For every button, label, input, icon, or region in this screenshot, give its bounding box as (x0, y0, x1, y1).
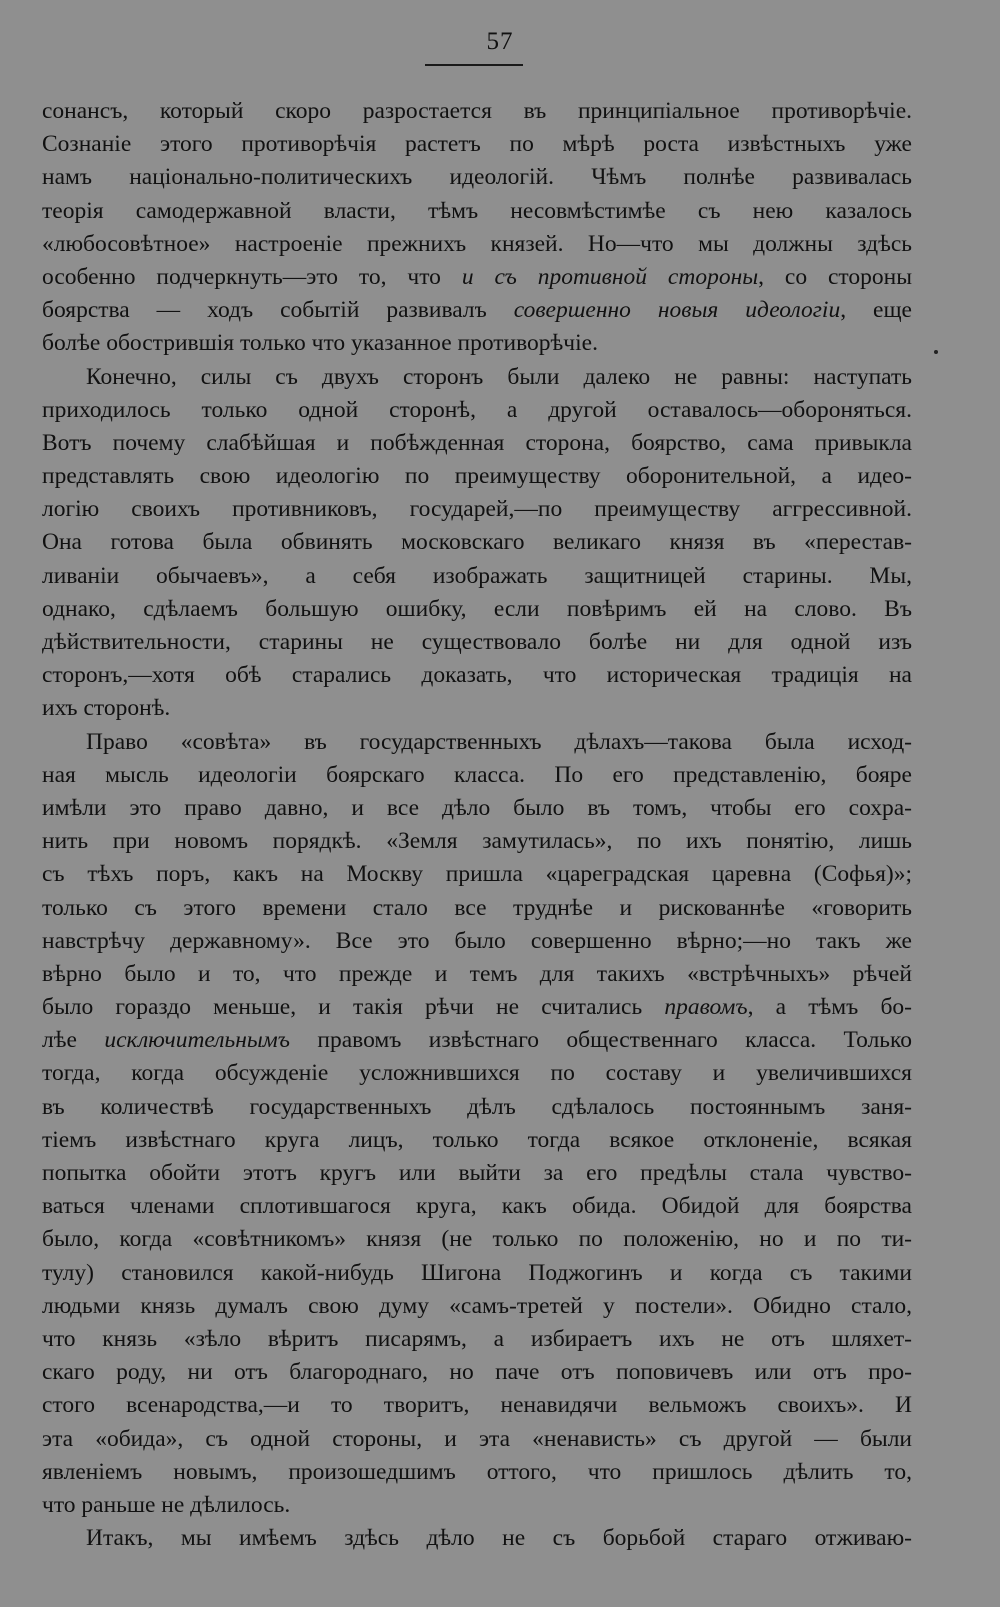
margin-speck (934, 350, 938, 354)
text-line: ихъ сторонѣ. (42, 695, 171, 722)
text-line: ная мысль идеологіи боярскаго класса. По его представленію, бояре (42, 761, 912, 788)
text-segment: особенно подчеркнуть—это то, что (42, 263, 462, 290)
text-line: явленіемъ новымъ, произошедшимъ оттого, что пришлось дѣлить то, (42, 1458, 912, 1485)
text-line: дѣйствительности, старины не существовало болѣе ни для одной изъ (42, 629, 912, 655)
text-line: ливаніи обычаевъ», а себя изображать защитницей старины. Мы, (42, 562, 912, 589)
text-line: «любосовѣтное» настроеніе прежнихъ князей. Но—что мы должны здѣсь (42, 230, 912, 257)
text-line: стого всенародства,—и то творитъ, ненавидячи вельможъ своихъ». И (42, 1392, 912, 1419)
text-segment: лѣе (42, 1027, 105, 1054)
text-line: было, когда «совѣтникомъ» князя (не только по положенію, но и по ти- (42, 1226, 912, 1253)
text-line: сонансъ, который скоро разростается въ принципіальное противорѣчіе. (42, 98, 912, 124)
text-line: ваться членами сплотившагося круга, какъ обида. Обидой для боярства (42, 1193, 912, 1220)
italic-phrase: и съ противной стороны (461, 263, 759, 290)
text-line (42, 261, 912, 294)
text-line: людьми князь думалъ свою думу «самъ-третей у постели». Обидно стало, (42, 1292, 912, 1319)
text-line: теорія самодержавной власти, тѣмъ несовмѣстимѣе съ нею казалось (42, 197, 912, 224)
text-line: Итакъ, мы имѣемъ здѣсь дѣло не съ борьбой стараго отживаю- (86, 1525, 912, 1552)
text-line: тогда, когда обсужденіе усложнившихся по составу и увеличившихся (42, 1060, 912, 1087)
text-line: представлять свою идеологію по преимуществу оборонительной, а идео- (42, 463, 912, 490)
text-segment: было гораздо меньше, и такія рѣчи не считались (42, 994, 665, 1021)
text-line: Вотъ почему слабѣйшая и побѣжденная сторона, боярство, сама привыкла (42, 429, 912, 456)
text-line: Она готова была обвинять московскаго великаго князя въ «перестав- (42, 529, 912, 556)
text-line: Сознаніе этого противорѣчія растетъ по мѣрѣ роста извѣстныхъ уже (42, 131, 912, 158)
text-line: имѣли это право давно, и все дѣло было въ томъ, чтобы его сохра- (42, 794, 912, 821)
italic-phrase: совершенно новыя идеологіи (513, 297, 841, 324)
text-segment: , еще (840, 297, 912, 324)
text-segment: правомъ извѣстнаго общественнаго класса. Только (289, 1027, 912, 1054)
text-segment: , со стороны (758, 263, 912, 290)
text-line: попытка обойти этотъ кругъ или выйти за его предѣлы стала чувство- (42, 1160, 912, 1186)
text-line: Право «совѣта» въ государственныхъ дѣлахъ—такова была исход- (86, 728, 912, 755)
italic-phrase: исключительнымъ (104, 1027, 290, 1054)
text-segment: боярства — ходъ событій развивалъ (42, 297, 514, 324)
italic-phrase: правомъ (664, 994, 748, 1021)
text-line: тіемъ извѣстнаго круга лицъ, только тогда всякое отклоненіе, всякая (42, 1126, 912, 1153)
text-line: сторонъ,—хотя обѣ старались доказать, что историческая традиція на (42, 662, 912, 689)
page-number-rule (425, 64, 523, 66)
text-line: съ тѣхъ поръ, какъ на Москву пришла «цареградская царевна (Софья)»; (42, 861, 912, 888)
text-line: вѣрно было и то, что прежде и темъ для такихъ «встрѣчныхъ» рѣчей (42, 960, 912, 987)
text-line: однако, сдѣлаемъ большую ошибку, если повѣримъ ей на слово. Въ (42, 595, 912, 622)
text-line: навстрѣчу державному». Все это было совершенно вѣрно;—но такъ же (42, 927, 912, 954)
text-line: логію своихъ противниковъ, государей,—по преимуществу аггрессивной. (42, 496, 912, 523)
text-line: нить при новомъ порядкѣ. «Земля замутилась», по ихъ понятію, лишь (42, 828, 912, 855)
text-line: что раньше не дѣлилось. (42, 1491, 291, 1518)
text-segment: , а тѣмъ бо- (747, 994, 912, 1021)
text-line (42, 1024, 912, 1057)
text-line: Конечно, силы съ двухъ сторонъ были далеко не равны: наступать (86, 363, 912, 390)
text-line: намъ національно-политическихъ идеологій. Чѣмъ полнѣе развивалась (42, 164, 912, 191)
text-line: эта «обида», съ одной стороны, и эта «ненависть» съ другой — были (42, 1425, 912, 1452)
text-line: болѣе обострившія только что указанное противорѣчіе. (42, 330, 598, 357)
text-line: только съ этого времени стало все труднѣе и рискованнѣе «говорить (42, 894, 912, 921)
page-number: 57 (486, 28, 514, 55)
text-line: скаго роду, ни отъ благороднаго, но паче отъ поповичевъ или отъ про- (42, 1359, 912, 1386)
text-line: приходилось только одной сторонѣ, а другой оставалось—обороняться. (42, 396, 912, 423)
text-line: тулу) становился какой-нибудь Шигона Поджогинъ и когда съ такими (42, 1259, 912, 1286)
body-text (42, 95, 912, 1555)
text-line: что князь «зѣло вѣритъ писарямъ, а избираетъ ихъ не отъ шляхет- (42, 1325, 912, 1352)
text-line: въ количествѣ государственныхъ дѣлъ сдѣлалось постояннымъ заня- (42, 1093, 912, 1120)
text-line (42, 991, 912, 1024)
text-line (42, 294, 912, 327)
